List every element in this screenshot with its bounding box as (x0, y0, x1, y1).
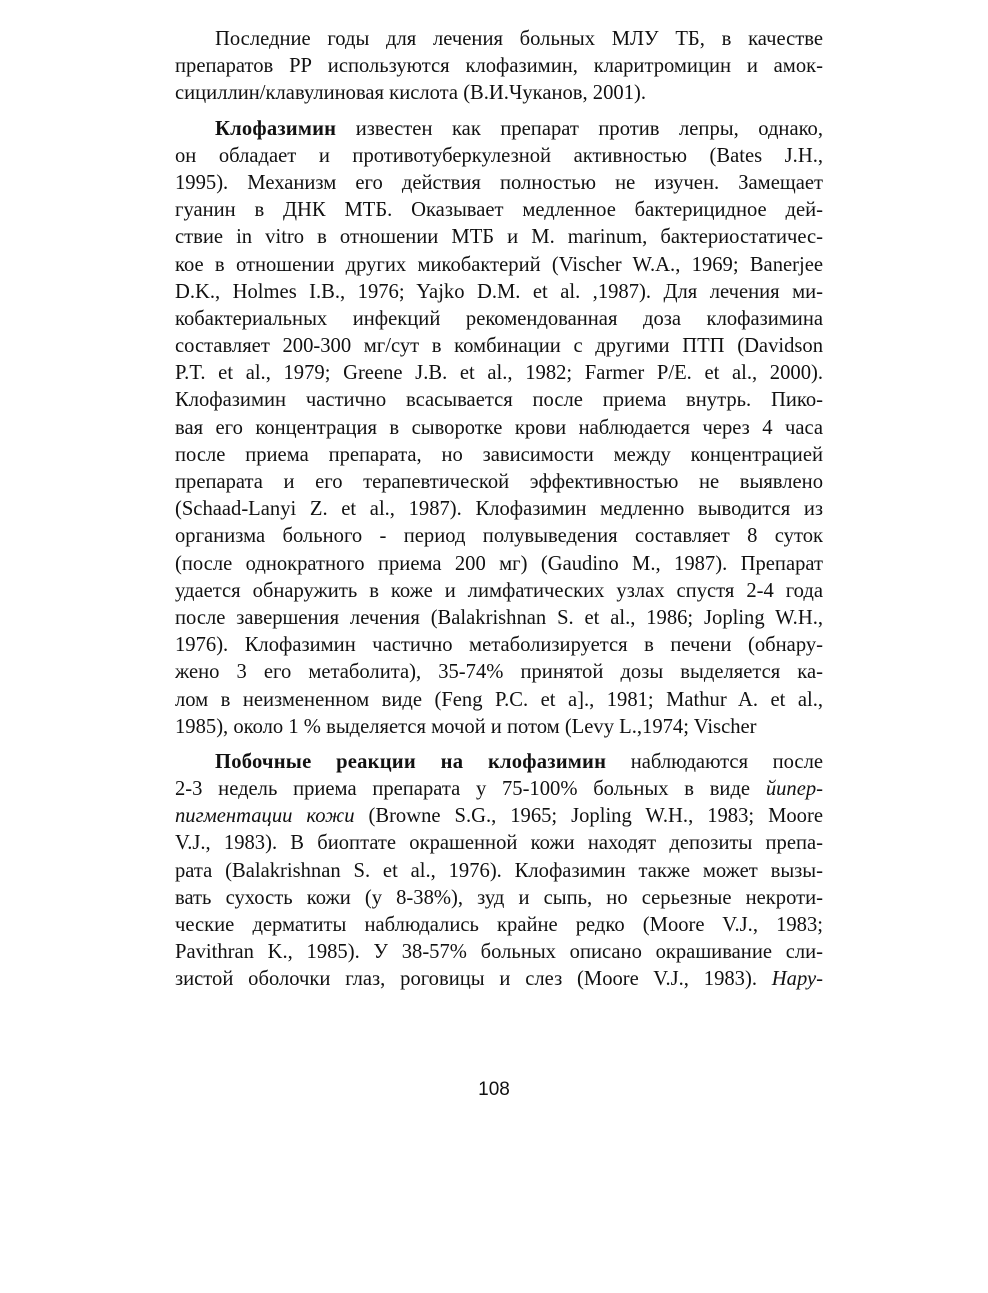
text-line (175, 776, 823, 803)
paragraph-1 (175, 26, 823, 108)
text-line: кобактериальных инфекций рекомендованная доза клофазимина (175, 307, 823, 330)
text-line: гуанин в ДНК МТБ. Оказывает медленное бактерицидное дей- (175, 199, 823, 222)
text-line: V.J., 1983). В биоптате окрашенной кожи находят депозиты препа- (175, 832, 823, 855)
text-line: он обладает и противотуберкулезной активностью (Bates J.H., (175, 144, 823, 167)
text-line: вая его концентрация в сыворотке крови наблюдается через 4 часа (175, 416, 823, 439)
text-line: после приема препарата, но зависимости между концентрацией (175, 443, 823, 466)
text-line: препаратов РР используются клофазимин, кларитромицин и амок- (175, 55, 823, 78)
italic-term: Нару- (771, 968, 823, 991)
text-line: (после однократного приема 200 мг) (Gaudino M., 1987). Препарат (175, 552, 823, 575)
line-text: наблюдаются после (606, 750, 823, 773)
paragraph-2 (175, 116, 823, 741)
page-body (175, 26, 823, 994)
text-line: жено 3 его метаболита), 35-74% принятой дозы выделяется ка- (175, 661, 823, 684)
text-line: вать сухость кожи (у 8-38%), зуд и сыпь, но серьезные некроти- (175, 886, 823, 909)
text-line: 1976). Клофазимин частично метаболизируется в печени (обнару- (175, 634, 823, 657)
text-line (175, 966, 823, 993)
text-line: лом в неизмененном виде (Feng P.C. et a]., 1981; Mathur A. et al., (175, 688, 823, 711)
italic-term: йипер- (765, 778, 823, 801)
text-line: Pavithran K., 1985). У 38-57% больных описано окрашивание сли- (175, 941, 823, 964)
text-line (175, 749, 823, 776)
text-line: D.K., Holmes I.B., 1976; Yajko D.M. et al. ,1987). Для лечения ми- (175, 280, 823, 303)
line-text: зистой оболочки глаз, роговицы и слез (Moore V.J., 1983). (175, 968, 772, 991)
text-line: сициллин/клавулиновая кислота (В.И.Чуканов, 2001). (175, 82, 647, 105)
term-clofazimine: Клофазимин (215, 117, 337, 140)
text-line: ческие дерматиты наблюдались крайне редко (Moore V.J., 1983; (175, 914, 823, 936)
text-line: составляет 200-300 мг/сут в комбинации с другими ПТП (Davidson (175, 335, 823, 358)
text-line: Клофазимин частично всасывается после приема внутрь. Пико- (175, 389, 823, 412)
heading-side-effects: Побочные реакции на клофазимин (215, 750, 607, 773)
line-text: 2-3 недель приема препарата у 75-100% больных в виде (175, 778, 766, 801)
text-line: после завершения лечения (Balakrishnan S. et al., 1986; Jopling W.H., (175, 606, 823, 629)
text-line: 1985), около 1 % выделяется мочой и потом (Levy L.,1974; Vischer (175, 715, 757, 738)
text-line: рата (Balakrishnan S. et al., 1976). Клофазимин также может вызы- (175, 859, 823, 882)
line-text: известен как препарат против лепры, однако, (336, 117, 823, 140)
italic-term: пигментации кожи (175, 805, 355, 828)
text-line: ствие in vitro в отношении МТБ и M. marinum, бактериостатичес- (175, 226, 823, 249)
text-line: кое в отношении других микобактерий (Vischer W.A., 1969; Banerjee (175, 253, 823, 276)
page-number: 108 (478, 1079, 510, 1100)
text-line: удается обнаружить в коже и лимфатических узлах спустя 2-4 года (175, 579, 823, 602)
text-line: Последние годы для лечения больных МЛУ ТБ, в качестве (215, 28, 823, 50)
line-text: (Browne S.G., 1965; Jopling W.H., 1983; Moore (354, 805, 823, 828)
text-line: организма больного - период полувыведения составляет 8 суток (175, 525, 823, 548)
text-line: препарата и его терапевтической эффективностью не выявлено (175, 471, 823, 493)
text-line: P.T. et al., 1979; Greene J.B. et al., 1982; Farmer P/E. et al., 2000). (175, 362, 823, 385)
text-line (175, 116, 823, 143)
text-line (175, 803, 823, 830)
paragraph-3 (175, 749, 823, 994)
text-line: 1995). Механизм его действия полностью не изучен. Замещает (175, 171, 823, 194)
text-line: (Schaad-Lanyi Z. et al., 1987). Клофазимин медленно выводится из (175, 498, 823, 521)
